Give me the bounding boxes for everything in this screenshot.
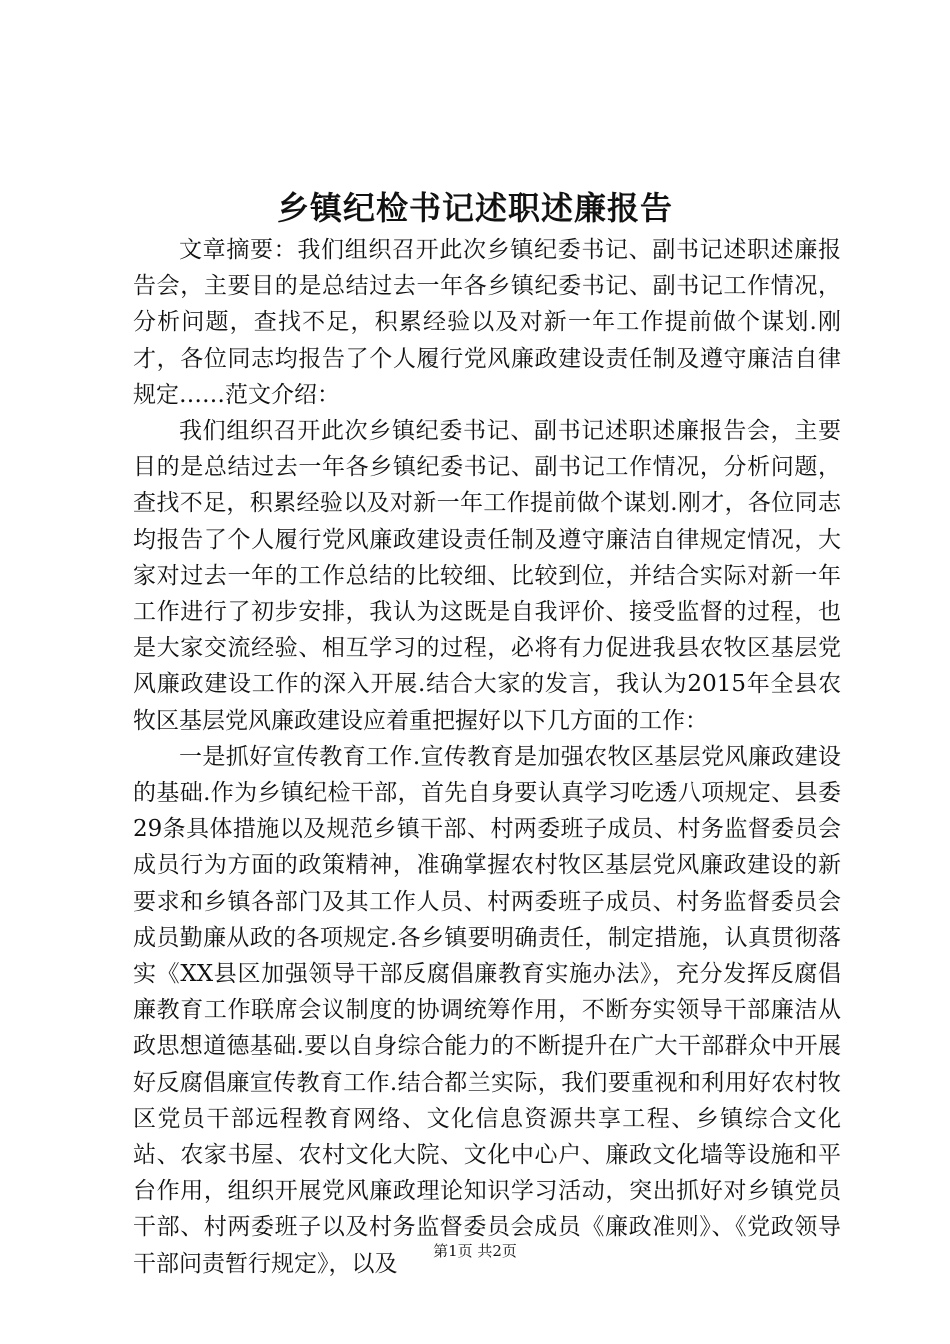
document-title: 乡镇纪检书记述职述廉报告 <box>276 189 673 227</box>
body-paragraph: 一是抓好宣传教育工作.宣传教育是加强农牧区基层党风廉政建设的基础.作为乡镇纪检干部，首先自身要认真学习吃透八项规定、县委29条具体措施以及规范乡镇干部、村两委班子成员、村务监督委员会成员行为方面的政策精神，准确掌握农村牧区基层党风廉政建设的新要求和乡镇各部门及其工作人员、村两委班子成员、村务监督委员会成员勤廉从政的各项规定.各乡镇要明确责任，制定措施，认真贯彻落实《XX县区加强领导干部反腐倡廉教育实施办法》，充分发挥反腐倡廉教育工作联席会议制度的协调统筹作用，不断夯实领导干部廉洁从政思想道德基础.要以自身综合能力的不断提升在广大干部群众中开展好反腐倡廉宣传教育工作.结合都兰实际，我们要重视和利用好农村牧区党员干部远程教育网络、文化信息资源共享工程、乡镇综合文化站、农家书屋、农村文化大院、文化中心户、廉政文化墙等设施和平台作用，组织开展党风廉政理论知识学习活动，突出抓好对乡镇党员干部、村两委班子以及村务监督委员会成员《廉政准则》、《党政领导干部问责暂行规定》，以及 <box>133 743 841 1277</box>
document-body <box>133 232 841 1282</box>
page-number-footer: 第1页 共2页 <box>433 1242 517 1260</box>
body-paragraph: 我们组织召开此次乡镇纪委书记、副书记述职述廉报告会，主要目的是总结过去一年各乡镇纪委书记、副书记工作情况，分析问题，查找不足，积累经验以及对新一年工作提前做个谋划.刚才，各位同志均报告了个人履行党风廉政建设责任制及遵守廉洁自律规定情况，大家对过去一年的工作总结的比较细、比较到位，并结合实际对新一年工作进行了初步安排，我认为这既是自我评价、接受监督的过程，也是大家交流经验、相互学习的过程，必将有力促进我县农牧区基层党风廉政建设工作的深入开展.结合大家的发言，我认为2015年全县农牧区基层党风廉政建设应着重把握好以下几方面的工作： <box>133 418 841 734</box>
abstract-paragraph: 文章摘要：我们组织召开此次乡镇纪委书记、副书记述职述廉报告会，主要目的是总结过去一年各乡镇纪委书记、副书记工作情况，分析问题，查找不足，积累经验以及对新一年工作提前做个谋划.刚才，各位同志均报告了个人履行党风廉政建设责任制及遵守廉洁自律规定……范文介绍： <box>133 237 841 408</box>
